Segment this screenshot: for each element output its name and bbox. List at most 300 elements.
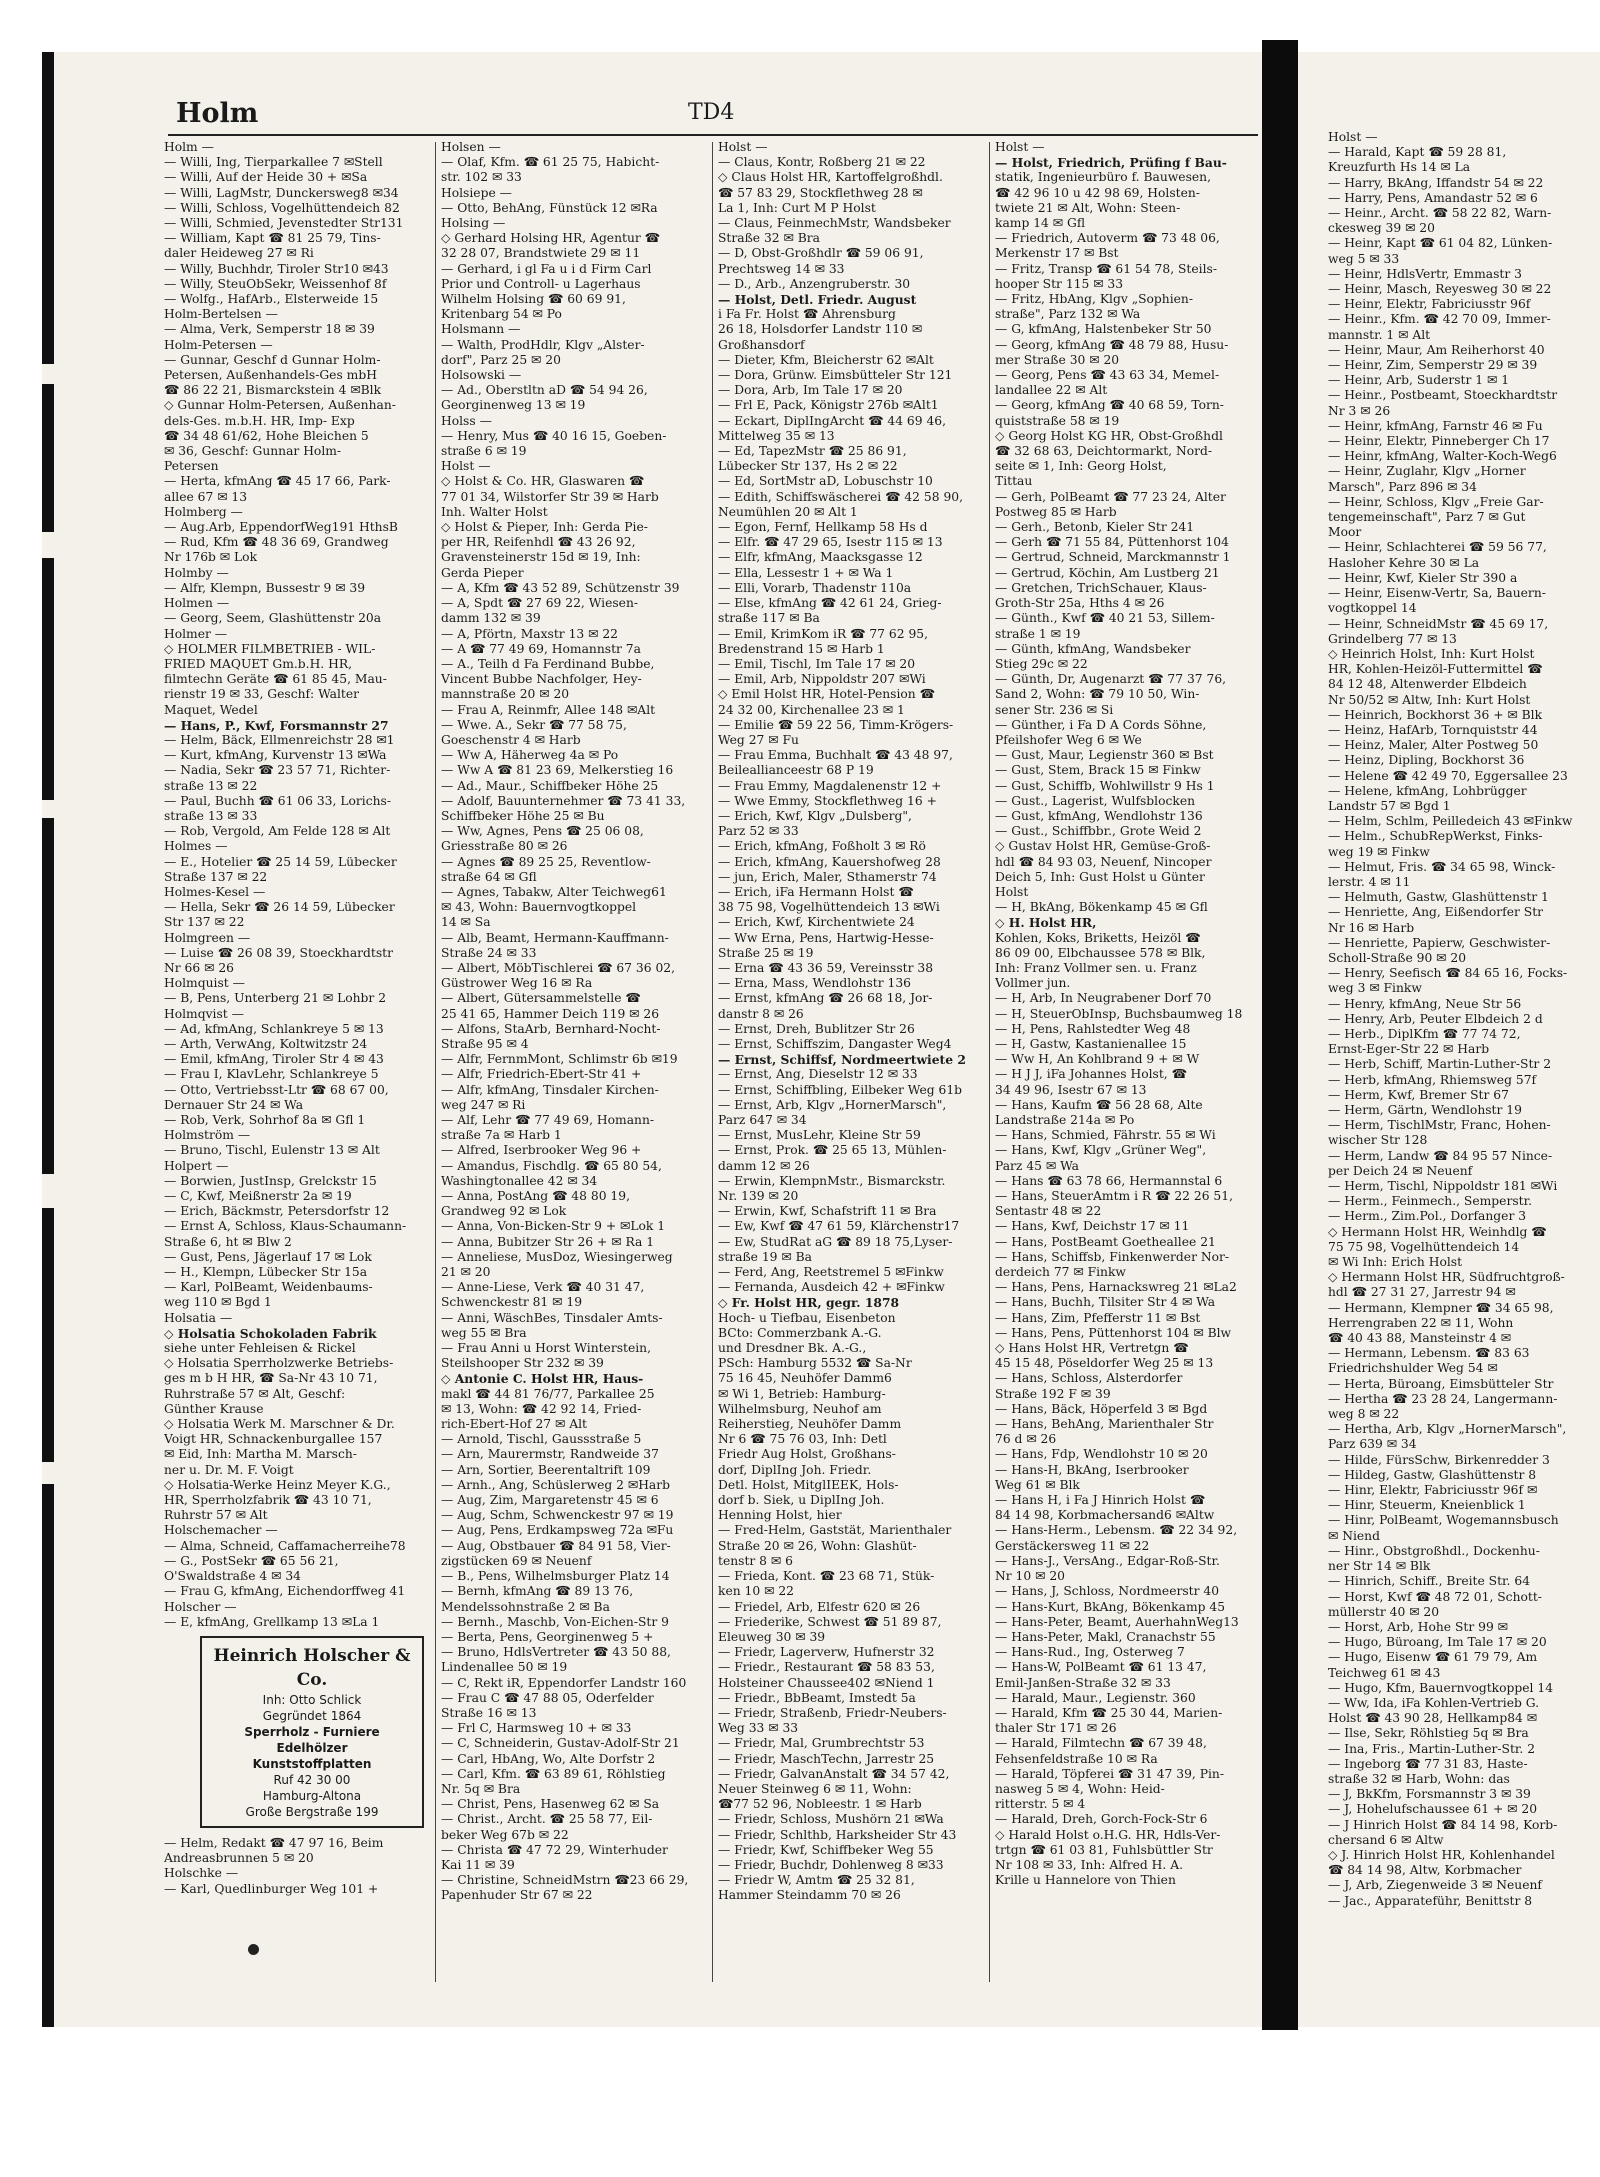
- directory-entry-line: — Claus, FeinmechMstr, Wandsbeker: [718, 216, 951, 231]
- directory-entry-line: — Ad, kfmAng, Schlankreye 5 ✉ 13: [164, 1021, 384, 1036]
- directory-entry-line: Straße 192 F ✉ 39: [995, 1386, 1111, 1401]
- directory-entry-line: Kritenbarg 54 ✉ Po: [441, 307, 562, 322]
- directory-entry-line: — Ad., Oberstltn aD ☎ 54 94 26,: [441, 383, 648, 398]
- directory-entry-line: Straße 32 ✉ Bra: [718, 231, 820, 246]
- directory-entry-line: — Herm, TischlMstr, Franc, Hohen-: [1328, 1118, 1551, 1133]
- directory-entry-line: — Helmuth, Gastw, Glashüttenstr 1: [1328, 890, 1549, 905]
- directory-entry-line: Großhansdorf: [718, 337, 805, 352]
- directory-entry-line: — Heinz, Maler, Alter Postweg 50: [1328, 738, 1539, 753]
- directory-entry-line: — Willi, Auf der Heide 30 + ✉Sa: [164, 170, 368, 185]
- directory-entry-line: — Alfons, StaArb, Bernhard-Nocht-: [441, 1021, 661, 1036]
- directory-entry-line: — Hugo, Büroang, Im Tale 17 ✉ 20: [1328, 1635, 1547, 1650]
- directory-entry-line: Prior und Controll- u Lagerhaus: [441, 276, 641, 291]
- directory-entry-line: Deich 5, Inh: Gust Holst u Günter: [995, 869, 1205, 884]
- directory-entry-line: Vincent Bubbe Nachfolger, Hey-: [441, 672, 642, 687]
- directory-entry-line: ◇ Heinrich Holst, Inh: Kurt Holst: [1328, 646, 1535, 661]
- directory-entry-line: — Friedr, Schlthb, Harksheider Str 43: [718, 1827, 957, 1842]
- directory-entry-line: ✉ Niend: [1328, 1528, 1380, 1543]
- directory-entry-line: — Helm, Redakt ☎ 47 97 16, Beim: [164, 1835, 384, 1850]
- directory-entry-line: — Alf, Lehr ☎ 77 49 69, Homann-: [441, 1113, 655, 1127]
- directory-entry-line: — Heinr, kfmAng, Walter-Koch-Weg6: [1328, 449, 1557, 464]
- directory-entry-line: — J, BkKfm, Forsmannstr 3 ✉ 39: [1328, 1787, 1531, 1802]
- directory-entry-line: — J, Arb, Ziegenweide 3 ✉ Neuenf: [1328, 1878, 1542, 1893]
- ad-products-line-1: Sperrholz - Furniere: [244, 1724, 380, 1739]
- directory-entry-line: — Herb, Schiff, Martin-Luther-Str 2: [1328, 1057, 1552, 1072]
- directory-entry-line: — Heinr., Postbeamt, Stoeckhardtstr: [1328, 388, 1558, 403]
- directory-entry-line: — H, Arb, In Neugrabener Dorf 70: [995, 991, 1212, 1006]
- directory-entry-line: Nr. 5q ✉ Bra: [441, 1781, 521, 1796]
- directory-entry-line: mer Straße 30 ✉ 20: [995, 352, 1120, 367]
- directory-entry-line: — Heinr., Archt. ☎ 58 22 82, Warn-: [1328, 206, 1552, 221]
- directory-entry-line: — Ernst, Arb, Klgv „HornerMarsch",: [718, 1097, 947, 1112]
- directory-entry-line: Holmqvist —: [164, 1006, 244, 1021]
- directory-entry-line: wischer Str 128: [1328, 1133, 1428, 1148]
- directory-entry-line: La 1, Inh: Curt M P Holst: [718, 200, 876, 215]
- directory-entry-line: Petersen: [164, 459, 219, 474]
- directory-entry-line: — J, Hohelufschaussee 61 + ✉ 20: [1328, 1802, 1538, 1817]
- directory-entry-line: makl ☎ 44 81 76/77, Parkallee 25: [441, 1386, 655, 1401]
- directory-entry-line: — B, Pens, Unterberg 21 ✉ Lohbr 2: [164, 991, 387, 1006]
- directory-entry-line: O'Swaldstraße 4 ✉ 34: [164, 1569, 302, 1584]
- directory-entry-line: — Hans, Schiffsb, Finkenwerder Nor-: [995, 1249, 1230, 1264]
- directory-entry-line: — Günth, Dr, Augenarzt ☎ 77 37 76,: [995, 672, 1227, 687]
- directory-entry-line: — Harald, Kfm ☎ 25 30 44, Marien-: [995, 1705, 1223, 1720]
- directory-entry-line: — Agnes ☎ 89 25 25, Reventlow-: [441, 854, 651, 869]
- directory-entry-line: 84 12 48, Altenwerder Elbdeich: [1328, 677, 1527, 692]
- directory-entry-line: rich-Ebert-Hof 27 ✉ Alt: [441, 1417, 587, 1432]
- directory-entry-line: — Heinr, SchneidMstr ☎ 45 69 17,: [1328, 616, 1549, 631]
- ad-owner: Inh: Otto Schlick: [262, 1692, 362, 1707]
- directory-entry-line: Hammer Steindamm 70 ✉ 26: [718, 1888, 901, 1903]
- directory-entry-line: derdeich 77 ✉ Finkw: [995, 1265, 1126, 1280]
- directory-entry-line: — D, Obst-Großhdlr ☎ 59 06 91,: [718, 246, 924, 261]
- directory-entry-line: Gerstäckersweg 11 ✉ 22: [995, 1538, 1150, 1553]
- directory-entry-line: ◇ Gunnar Holm-Petersen, Außenhan-: [164, 398, 396, 413]
- directory-entry-line: — Frau C ☎ 47 88 05, Oderfelder: [441, 1690, 654, 1705]
- directory-entry-line: — Dora, Grünw. Eimsbütteler Str 121: [718, 368, 953, 383]
- directory-entry-line: — Hans, Kaufm ☎ 56 28 68, Alte: [995, 1097, 1203, 1112]
- directory-entry-line: zigstücken 69 ✉ Neuenf: [441, 1553, 592, 1568]
- directory-entry-line: — Egon, Fernf, Hellkamp 58 Hs d: [718, 520, 928, 535]
- directory-entry-line: allee 67 ✉ 13: [164, 489, 248, 504]
- directory-entry-line: ◇ Hermann Holst HR, Weinhdlg ☎: [1328, 1224, 1547, 1239]
- directory-entry-line: — Horst, Arb, Hohe Str 99 ✉: [1328, 1619, 1508, 1634]
- directory-entry-line: — Otto, BehAng, Fünstück 12 ✉Ra: [441, 200, 658, 215]
- directory-entry-line: Kohlen, Koks, Briketts, Heizöl ☎: [995, 930, 1201, 945]
- directory-entry-line: Lindenallee 50 ✉ 19: [441, 1660, 568, 1675]
- directory-entry-line: — Else, kfmAng ☎ 42 61 24, Grieg-: [718, 596, 942, 611]
- directory-entry-line: — Willi, LagMstr, Dunckersweg8 ✉34: [164, 185, 399, 200]
- directory-entry-line: — Ed, TapezMstr ☎ 25 86 91,: [718, 444, 907, 459]
- column-divider: [435, 142, 436, 1982]
- directory-entry-line: — Wolfg., HafArb., Elsterweide 15: [164, 292, 379, 307]
- directory-entry-line: Hoch- u Tiefbau, Eisenbeton: [718, 1310, 896, 1325]
- directory-entry-line: — Hans-Rud., Ing, Osterweg 7: [995, 1645, 1185, 1660]
- directory-entry-line: Marsch", Parz 896 ✉ 34: [1328, 479, 1477, 494]
- directory-column-3: [718, 140, 986, 1904]
- directory-entry-line: — Helm, Bäck, Ellmenreichstr 28 ✉1: [164, 732, 395, 747]
- directory-entry-line: — Alfr, kfmAng, Tinsdaler Kirchen-: [441, 1082, 659, 1097]
- directory-entry-line: — Anna, Bubitzer Str 26 + ✉ Ra 1: [441, 1234, 655, 1249]
- directory-entry-line: ritterstr. 5 ✉ 4: [995, 1797, 1086, 1812]
- directory-entry-line: — Hans, Pens, Harnackswreg 21 ✉La2: [995, 1280, 1237, 1295]
- directory-entry-line: ◇ Holsatia Werk M. Marschner & Dr.: [164, 1417, 395, 1432]
- directory-entry-line: Teichweg 61 ✉ 43: [1328, 1665, 1441, 1680]
- directory-entry-line: Petersen, Außenhandels-Ges mbH: [164, 368, 377, 383]
- directory-entry-line: nasweg 5 ✉ 4, Wohn: Heid-: [995, 1781, 1165, 1796]
- directory-entry-line: beker Weg 67b ✉ 22: [441, 1827, 569, 1842]
- directory-entry-line: — Herm, Gärtn, Wendlohstr 19: [1328, 1103, 1522, 1117]
- directory-entry-line: — Borwien, JustInsp, Grelckstr 15: [164, 1173, 377, 1188]
- directory-entry-line: Vollmer jun.: [995, 976, 1071, 991]
- directory-entry-line: — Heinrich, Bockhorst 36 + ✉ Blk: [1328, 707, 1543, 722]
- directory-entry-line: Inh: Franz Vollmer sen. u. Franz: [995, 960, 1197, 975]
- directory-entry-line: — Christ, Pens, Hasenweg 62 ✉ Sa: [441, 1797, 660, 1812]
- directory-entry-line: — Frau Anni u Horst Winterstein,: [441, 1341, 651, 1356]
- directory-entry-line: Prechtsweg 14 ✉ 33: [718, 261, 845, 276]
- directory-entry-line: — Harald, Kapt ☎ 59 28 81,: [1328, 145, 1507, 160]
- directory-entry-line: — Arn, Maurermstr, Randweide 37: [441, 1447, 659, 1462]
- directory-entry-line: — Erich, Kwf, Kirchentwiete 24: [718, 915, 915, 930]
- directory-entry-line: — Frieda, Kont. ☎ 23 68 71, Stük-: [718, 1569, 935, 1584]
- directory-entry-line: — William, Kapt ☎ 81 25 79, Tins-: [164, 231, 381, 246]
- directory-entry-line: — Hans, Bäck, Höperfeld 3 ✉ Bgd: [995, 1401, 1208, 1416]
- directory-entry-line: — A, Spdt ☎ 27 69 22, Wiesen-: [441, 596, 639, 611]
- directory-entry-line: — Hans, BehAng, Marienthaler Str: [995, 1417, 1214, 1432]
- directory-entry-line: — H J J, iFa Johannes Holst, ☎: [995, 1067, 1187, 1082]
- directory-entry-line: weg 110 ✉ Bgd 1: [164, 1295, 272, 1310]
- directory-entry-line: Detl. Holst, MitglIEEK, Hols-: [718, 1477, 899, 1492]
- ad-founded: Gegründet 1864: [262, 1708, 362, 1723]
- directory-entry-line: 75 75 98, Vogelhüttendeich 14: [1328, 1239, 1520, 1254]
- directory-entry-line: — Helm., SchubRepWerkst, Finks-: [1328, 829, 1543, 844]
- directory-entry-line: — Karl, PolBeamt, Weidenbaums-: [164, 1280, 373, 1295]
- directory-entry-line: Holsiepe —: [441, 185, 512, 200]
- directory-entry-line: PSch: Hamburg 5532 ☎ Sa-Nr: [718, 1356, 912, 1371]
- directory-entry-line: — Kurt, kfmAng, Kurvenstr 13 ✉Wa: [164, 748, 387, 763]
- column-divider: [712, 142, 713, 1982]
- directory-entry-line: Neumühlen 20 ✉ Alt 1: [718, 504, 858, 519]
- directory-entry-line: weg 247 ✉ Ri: [441, 1097, 526, 1112]
- directory-entry-line: — C, Rekt iR, Eppendorfer Landstr 160: [441, 1675, 687, 1690]
- directory-entry-line: ner Str 14 ✉ Blk: [1328, 1559, 1431, 1574]
- directory-entry-line: — Nadia, Sekr ☎ 23 57 71, Richter-: [164, 763, 391, 778]
- directory-entry-line: — Carl, HbAng, Wo, Alte Dorfstr 2: [441, 1751, 656, 1766]
- directory-entry-line: tengemeinschaft", Parz 7 ✉ Gut: [1328, 510, 1526, 525]
- directory-entry-line: — Hans-Peter, Makl, Cranachstr 55: [995, 1629, 1216, 1644]
- directory-entry-line: Emil-Janßen-Straße 32 ✉ 33: [995, 1675, 1171, 1690]
- directory-entry-line: 76 d ✉ 26: [995, 1432, 1057, 1447]
- directory-entry-line: 14 ✉ Sa: [441, 915, 491, 930]
- directory-entry-line: 21 ✉ 20: [441, 1265, 491, 1280]
- directory-entry-line: Holmquist —: [164, 976, 245, 991]
- directory-entry-line: — Ella, Lessestr 1 + ✉ Wa 1: [718, 565, 894, 580]
- directory-entry-line: — H, SteuerObInsp, Buchsbaumweg 18: [995, 1006, 1243, 1021]
- directory-entry-line: — Herb., DiplKfm ☎ 77 74 72,: [1328, 1026, 1521, 1041]
- directory-entry-line: — Elli, Vorarb, Thadenstr 110a: [718, 580, 912, 595]
- directory-entry-line: HR, Kohlen-Heizöl-Futtermittel ☎: [1328, 662, 1543, 677]
- directory-entry-line: — Erwin, Kwf, Schafstrift 11 ✉ Bra: [718, 1204, 937, 1219]
- directory-entry-line: — Willi, Schloss, Vogelhüttendeich 82: [164, 200, 400, 215]
- directory-entry-line: — A ☎ 77 49 69, Homannstr 7a: [441, 641, 641, 656]
- directory-entry-line: — Heinr., Kfm. ☎ 42 70 09, Immer-: [1328, 312, 1551, 327]
- directory-entry-line: — Ww, Ida, iFa Kohlen-Vertrieb G.: [1328, 1695, 1540, 1710]
- directory-entry-line: — Gust., Schiffbbr., Grote Weid 2: [995, 824, 1202, 839]
- directory-entry-line: straße 6 ✉ 19: [441, 444, 527, 459]
- directory-entry-line: — Friedr, MaschTechn, Jarrestr 25: [718, 1751, 935, 1766]
- directory-entry-line: — Ew, StudRat aG ☎ 89 18 75,Lyser-: [718, 1234, 953, 1249]
- directory-entry-line: — Ww, Agnes, Pens ☎ 25 06 08,: [441, 824, 644, 839]
- directory-entry-line: — Arth, VerwAng, Koltwitzstr 24: [164, 1036, 368, 1051]
- directory-entry-line: — Friedr, Kwf, Schiffbeker Weg 55: [718, 1842, 934, 1857]
- directory-entry-line: — Heinr, Schloss, Klgv „Freie Gar-: [1328, 494, 1544, 509]
- directory-entry-line: weg 5 ✉ 33: [1328, 251, 1400, 266]
- directory-entry-line: — Hans ☎ 63 78 66, Hermannstal 6: [995, 1173, 1223, 1188]
- directory-entry-line: — H, Pens, Rahlstedter Weg 48: [995, 1021, 1191, 1036]
- directory-entry-line: Dernauer Str 24 ✉ Wa: [164, 1097, 304, 1112]
- directory-entry-line: 34 49 96, Isestr 67 ✉ 13: [995, 1082, 1147, 1097]
- directory-entry-line: ◇ Holst & Pieper, Inh: Gerda Pie-: [441, 520, 648, 535]
- directory-entry-line: hdl ☎ 27 31 27, Jarrestr 94 ✉: [1328, 1285, 1516, 1300]
- directory-entry-line: Schwenckestr 81 ✉ 19: [441, 1295, 583, 1310]
- directory-entry-line: ☎ 86 22 21, Bismarckstein 4 ✉Blk: [164, 383, 382, 398]
- directory-entry-line: — Rud, Kfm ☎ 48 36 69, Grandweg: [164, 535, 389, 550]
- directory-entry-line: Holschemacher —: [164, 1523, 278, 1538]
- directory-entry-line: — Edith, Schiffswäscherei ☎ 42 58 90,: [718, 489, 964, 504]
- directory-entry-line: Pfeilshofer Weg 6 ✉ We: [995, 732, 1142, 747]
- directory-entry-line: — Gust., Lagerist, Wulfsblocken: [995, 793, 1196, 808]
- directory-entry-line: ◇ Emil Holst HR, Hotel-Pension ☎: [718, 687, 935, 702]
- directory-entry-line: — Gunnar, Geschf d Gunnar Holm-: [164, 352, 381, 367]
- directory-entry-line: — Hans H, i Fa J Hinrich Holst ☎: [995, 1493, 1206, 1508]
- directory-entry-line: — Hinr, Steuerm, Kneienblick 1: [1328, 1498, 1526, 1513]
- directory-entry-line: Stieg 29c ✉ 22: [995, 656, 1088, 671]
- directory-entry-line: Herrengraben 22 ✉ 11, Wohn: [1328, 1315, 1514, 1330]
- directory-entry-line: Holsowski —: [441, 368, 522, 383]
- column-divider: [989, 142, 990, 1982]
- directory-entry-line: Straße 95 ✉ 4: [441, 1036, 529, 1051]
- directory-entry-line: — Hugo, Kfm, Bauernvogtkoppel 14: [1328, 1680, 1554, 1695]
- directory-entry-line: trtgn ☎ 61 03 81, Fuhlsbüttler Str: [995, 1842, 1213, 1857]
- directory-entry-line: — Heinr, Zuglahr, Klgv „Horner: [1328, 464, 1526, 479]
- directory-entry-line: — Hans, Pens, Püttenhorst 104 ✉ Blw: [995, 1325, 1232, 1340]
- directory-entry-line: hooper Str 115 ✉ 33: [995, 276, 1124, 291]
- directory-entry-line: — C, Schneiderin, Gustav-Adolf-Str 21: [441, 1736, 680, 1751]
- directory-entry-line: Straße 20 ✉ 26, Wohn: Glashüt-: [718, 1538, 917, 1553]
- directory-entry-line: — Hans-Peter, Beamt, AuerhahnWeg13: [995, 1614, 1239, 1629]
- directory-entry-line: — Fritz, HbAng, Klgv „Sophien-: [995, 292, 1193, 307]
- directory-entry-line: — Agnes, Tabakw, Alter Teichweg61: [441, 884, 667, 899]
- directory-entry-line: — Alfr, FernmMont, Schlimstr 6b ✉19: [441, 1052, 678, 1067]
- directory-entry-line: — Hans, Buchh, Tilsiter Str 4 ✉ Wa: [995, 1295, 1216, 1310]
- directory-entry-line: — Aug, Schm, Schwenckestr 97 ✉ 19: [441, 1508, 674, 1523]
- directory-entry-line: Holmer —: [164, 626, 228, 641]
- ad-address: Große Bergstraße 199: [245, 1804, 379, 1819]
- directory-entry-line: — Hermann, Klempner ☎ 34 65 98,: [1328, 1300, 1554, 1315]
- directory-entry-line: — Hans, SteuerAmtm i R ☎ 22 26 51,: [995, 1189, 1233, 1204]
- directory-entry-line: weg 3 ✉ Finkw: [1328, 981, 1422, 996]
- directory-entry-line: weg 8 ✉ 22: [1328, 1407, 1400, 1422]
- directory-entry-line: — Frau Emmy, Magdalenenstr 12 +: [718, 778, 942, 793]
- directory-entry-line: — Aug.Arb, EppendorfWeg191 HthsB: [164, 520, 398, 535]
- directory-entry-line: ◇ Gustav Holst HR, Gemüse-Groß-: [995, 839, 1211, 854]
- directory-entry-line: Parz 45 ✉ Wa: [995, 1158, 1079, 1173]
- directory-entry-line: Fehsenfeldstraße 10 ✉ Ra: [995, 1751, 1158, 1766]
- directory-entry-line: Moor: [1328, 525, 1362, 540]
- directory-entry-line: — Harald, Filmtechn ☎ 67 39 48,: [995, 1736, 1207, 1751]
- directory-entry-line: — Gerhard, i gl Fa u i d Firm Carl: [441, 261, 652, 276]
- directory-entry-line: Parz 52 ✉ 33: [718, 824, 799, 839]
- directory-entry-line: — Arnold, Tischl, Gaussstraße 5: [441, 1432, 642, 1447]
- directory-entry-line: filmtechn Geräte ☎ 61 85 45, Mau-: [164, 672, 387, 687]
- directory-entry-line: Reiherstieg, Neuhöfer Damm: [718, 1417, 902, 1432]
- directory-entry-line: — Berta, Pens, Georginenweg 5 +: [441, 1629, 654, 1644]
- directory-entry-line: — Ew, Kwf ☎ 47 61 59, Klärchenstr17: [718, 1219, 960, 1234]
- directory-entry-line: — Friedr, Straßenb, Friedr-Neubers-: [718, 1705, 947, 1720]
- directory-entry-line: 38 75 98, Vogelhüttendeich 13 ✉Wi: [718, 900, 940, 915]
- directory-entry-line: — Aug, Obstbauer ☎ 84 91 58, Vier-: [441, 1538, 671, 1553]
- directory-entry-line: — Willi, Ing, Tierparkallee 7 ✉Stell: [164, 155, 383, 170]
- directory-entry-line: — Frl E, Pack, Königstr 276b ✉Alt1: [718, 398, 939, 413]
- directory-entry-line: Gerda Pieper: [441, 565, 524, 580]
- directory-entry-line: — Christ., Archt. ☎ 25 58 77, Eil-: [441, 1812, 653, 1827]
- directory-entry-line: Kai 11 ✉ 39: [441, 1857, 515, 1872]
- directory-entry-line: — J Hinrich Holst ☎ 84 14 98, Korb-: [1328, 1817, 1558, 1832]
- directory-entry-line: ◇ HOLMER FILMBETRIEB - WIL-: [164, 641, 376, 656]
- directory-entry-line: — Hilde, FürsSchw, Birkenredder 3: [1328, 1452, 1550, 1467]
- directory-entry-line: — Gerh, PolBeamt ☎ 77 23 24, Alter: [995, 489, 1226, 504]
- directory-entry-line: mannstr. 1 ✉ Alt: [1328, 327, 1431, 342]
- directory-entry-line: Weg 27 ✉ Fu: [718, 732, 799, 747]
- directory-entry-line: — Fritz, Transp ☎ 61 54 78, Steils-: [995, 261, 1217, 276]
- directory-entry-line: ◇ Holsatia-Werke Heinz Meyer K.G.,: [164, 1477, 391, 1492]
- directory-entry-line: — Gust, Stem, Brack 15 ✉ Finkw: [995, 763, 1201, 778]
- directory-entry-line: Nr 16 ✉ Harb: [1328, 920, 1415, 935]
- directory-entry-line: — Gertrud, Köchin, Am Lustberg 21: [995, 565, 1220, 580]
- book-spine-gutter: [1262, 40, 1298, 2030]
- directory-entry-line: — Arnh., Ang, Schüslerweg 2 ✉Harb: [441, 1477, 670, 1492]
- directory-entry-line: — Hans, Schloss, Alsterdorfer: [995, 1371, 1183, 1386]
- directory-entry-line: Tittau: [995, 474, 1033, 489]
- directory-entry-line: — Harry, BkAng, Iffandstr 54 ✉ 22: [1328, 175, 1544, 190]
- directory-entry-line: — Herta, Büroang, Eimsbütteler Str: [1328, 1376, 1554, 1391]
- directory-entry-line: — Henry, kfmAng, Neue Str 56: [1328, 996, 1522, 1011]
- directory-entry-line: — Ingeborg ☎ 77 31 83, Haste-: [1328, 1756, 1528, 1771]
- directory-entry-line: Sentastr 48 ✉ 22: [995, 1204, 1102, 1219]
- directory-column-1: [164, 140, 432, 1897]
- directory-entry-line: per Deich 24 ✉ Neuenf: [1328, 1163, 1473, 1178]
- directory-entry-line: Friedrichshulder Weg 54 ✉: [1328, 1361, 1498, 1376]
- directory-entry-line: — Ed, SortMstr aD, Lobuschstr 10: [718, 474, 933, 489]
- directory-entry-line: — Rob, Vergold, Am Felde 128 ✉ Alt: [164, 824, 391, 839]
- directory-entry-line: — Harry, Pens, Amandastr 52 ✉ 6: [1328, 190, 1538, 205]
- directory-entry-line: — Aug, Pens, Erdkampsweg 72a ✉Fu: [441, 1523, 674, 1538]
- directory-entry-line: ◇ Holst & Co. HR, Glaswaren ☎: [441, 474, 645, 489]
- directory-entry-line: — Bernh., Maschb, Von-Eichen-Str 9: [441, 1614, 669, 1629]
- directory-entry-line: — Henriette, Ang, Eißendorfer Str: [1328, 905, 1544, 920]
- directory-entry-line: — Hans, J, Schloss, Nordmeerstr 40: [995, 1584, 1220, 1599]
- directory-entry-line: mannstraße 20 ✉ 20: [441, 687, 570, 702]
- directory-entry-line: Lübecker Str 137, Hs 2 ✉ 22: [718, 459, 898, 474]
- directory-entry-line: Goeschenstr 4 ✉ Harb: [441, 732, 581, 747]
- directory-entry-line: — Claus, Kontr, Roßberg 21 ✉ 22: [718, 155, 926, 170]
- directory-entry-line: Güstrower Weg 16 ✉ Ra: [441, 976, 593, 991]
- directory-entry-line: dorf", Parz 25 ✉ 20: [441, 352, 561, 367]
- directory-entry-line: — Hinr, PolBeamt, Wogemannsbusch: [1328, 1513, 1559, 1528]
- directory-entry-line: — Albert, MöbTischlerei ☎ 67 36 02,: [441, 960, 676, 975]
- directory-entry-line: — Heinr, kfmAng, Farnstr 46 ✉ Fu: [1328, 418, 1543, 433]
- directory-entry-line: Voigt HR, Schnackenburgallee 157: [164, 1432, 383, 1447]
- directory-entry-line: — Gust, Pens, Jägerlauf 17 ✉ Lok: [164, 1249, 372, 1264]
- directory-entry-line: — Karl, Quedlinburger Weg 101 +: [164, 1881, 379, 1896]
- head-rule: [168, 134, 1258, 136]
- directory-entry-line: — Henry, Arb, Peuter Elbdeich 2 d: [1328, 1011, 1543, 1026]
- directory-entry-line: Merkenstr 17 ✉ Bst: [995, 246, 1119, 261]
- directory-entry-line: dorf b. Siek, u DiplIng Joh.: [718, 1493, 885, 1508]
- directory-entry-line: — Erich, iFa Hermann Holst ☎: [718, 884, 914, 899]
- directory-entry-line: 32 28 07, Brandstwiete 29 ✉ 11: [441, 246, 641, 261]
- directory-entry-line: Weg 33 ✉ 33: [718, 1721, 799, 1736]
- directory-entry-line: hdl ☎ 84 93 03, Neuenf, Nincoper: [995, 854, 1212, 869]
- directory-entry-line: Holst —: [995, 140, 1045, 154]
- directory-entry-line: Holmes-Kesel —: [164, 884, 266, 899]
- directory-entry-line: — Günth, kfmAng, Wandsbeker: [995, 641, 1191, 656]
- directory-entry-line: — Ww Erna, Pens, Hartwig-Hesse-: [718, 930, 934, 945]
- directory-entry-line: — H., Klempn, Lübecker Str 15a: [164, 1265, 368, 1280]
- directory-entry-line: Parz 639 ✉ 34: [1328, 1437, 1417, 1452]
- directory-entry-line: — Gretchen, TrichSchauer, Klaus-: [995, 580, 1207, 595]
- directory-entry-line: siehe unter Fehleisen & Rickel: [164, 1341, 356, 1356]
- directory-entry-line: statik, Ingenieurbüro f. Bauwesen,: [995, 170, 1211, 185]
- directory-entry-line: Straße 137 ✉ 22: [164, 869, 268, 884]
- directory-entry-line: — Erna, Mass, Wendlohstr 136: [718, 976, 911, 991]
- directory-entry-line: — Friedr, Schloss, Mushörn 21 ✉Wa: [718, 1812, 944, 1827]
- directory-page: [158, 90, 1258, 2020]
- directory-entry-line: Holschke —: [164, 1866, 239, 1881]
- directory-entry-line: — Heinr, Kapt ☎ 61 04 82, Lünken-: [1328, 236, 1553, 251]
- directory-entry-line: thaler Str 171 ✉ 26: [995, 1721, 1117, 1736]
- directory-entry-line: — Fred-Helm, Gaststät, Marienthaler: [718, 1523, 952, 1538]
- directory-entry-line: ✉ 36, Geschf: Gunnar Holm-: [164, 444, 342, 459]
- directory-entry-line: — Ad., Maur., Schiffbeker Höhe 25: [441, 778, 659, 793]
- directory-entry-line: — Dora, Arb, Im Tale 17 ✉ 20: [718, 383, 903, 398]
- directory-entry-line: ◇ Harald Holst o.H.G. HR, Hdls-Ver-: [995, 1827, 1221, 1842]
- directory-entry-line: — Willy, SteuObSekr, Weissenhof 8f: [164, 276, 387, 291]
- directory-entry-line: per HR, Reifenhdl ☎ 43 26 92,: [441, 535, 636, 550]
- directory-entry-line: — Hans, Kwf, Deichstr 17 ✉ 11: [995, 1219, 1190, 1234]
- directory-entry-line: — G., PostSekr ☎ 65 56 21,: [164, 1553, 339, 1568]
- directory-entry-line: — Paul, Buchh ☎ 61 06 33, Lorichs-: [164, 793, 391, 808]
- directory-entry-line: Papenhuder Str 67 ✉ 22: [441, 1888, 593, 1903]
- directory-entry-line: — Bruno, HdlsVertreter ☎ 43 50 88,: [441, 1645, 671, 1660]
- directory-entry-line: — Friederike, Schwest ☎ 51 89 87,: [718, 1614, 942, 1629]
- directory-entry-line: — Harald, Töpferei ☎ 31 47 39, Pin-: [995, 1766, 1225, 1781]
- directory-entry-line: quiststraße 58 ✉ 19: [995, 413, 1120, 428]
- directory-entry-line: — Georg, Seem, Glashüttenstr 20a: [164, 611, 382, 626]
- directory-entry-line: — Anneliese, MusDoz, Wiesingerweg: [441, 1249, 673, 1264]
- directory-entry-line: — Friedel, Arb, Elfestr 620 ✉ 26: [718, 1599, 921, 1614]
- directory-entry-line: — Ina, Fris., Martin-Luther-Str. 2: [1328, 1741, 1536, 1756]
- directory-entry-line: rienstr 19 ✉ 33, Geschf: Walter: [164, 687, 360, 702]
- directory-entry-line: Holst: [995, 884, 1029, 899]
- directory-entry-line: Holscher —: [164, 1599, 237, 1614]
- directory-entry-line: ◇ Holsatia Schokoladen Fabrik: [164, 1325, 377, 1341]
- page-number: TD4: [688, 100, 735, 125]
- directory-entry-line: — Dieter, Kfm, Bleicherstr 62 ✉Alt: [718, 352, 934, 367]
- directory-entry-line: — Carl, Kfm. ☎ 63 89 61, Röhlstieg: [441, 1766, 666, 1781]
- directory-entry-line: Straße 6, ht ✉ Blw 2: [164, 1234, 292, 1249]
- directory-entry-line: — Emil, Tischl, Im Tale 17 ✉ 20: [718, 656, 916, 671]
